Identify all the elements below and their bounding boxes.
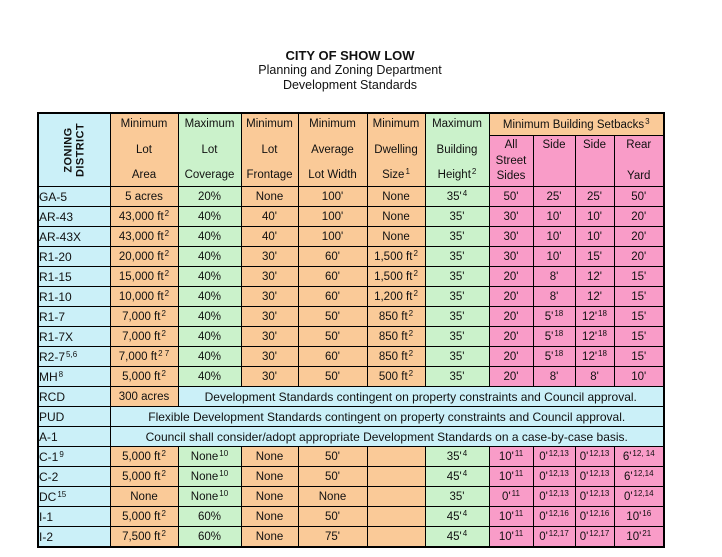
district-label: I-2 <box>38 527 110 548</box>
min-lot-frontage: 40' <box>241 227 298 247</box>
footnote-superscript: 4 <box>462 468 468 478</box>
district-label: R1-20 <box>38 247 110 267</box>
setback-side-1: $5'^{18}$ <box>533 307 575 327</box>
min-avg-lot-width: 60' <box>298 347 367 367</box>
setback-rear-yard: 15' <box>614 327 664 347</box>
footnote-superscript: 2 <box>164 268 170 278</box>
row-c-2 <box>38 467 664 487</box>
min-lot-frontage: 40' <box>241 207 298 227</box>
max-lot-coverage: 40% <box>178 327 241 347</box>
setback-side-2: 10' <box>575 207 614 227</box>
footnote-superscript: 18 <box>554 308 564 318</box>
header-min-lot-frontage <box>241 113 298 187</box>
max-lot-coverage: 40% <box>178 227 241 247</box>
header-line: Minimum <box>120 118 168 130</box>
min-lot-area: None <box>110 487 178 507</box>
row-r1-10 <box>38 287 664 307</box>
setback-side-2: 10' <box>575 227 614 247</box>
footnote-superscript: 12,13 <box>548 448 569 458</box>
merged-note: Council shall consider/adopt appropriate Development Standards on a case-by-case basis. <box>110 427 664 447</box>
setback-side-2: 8' <box>575 367 614 387</box>
max-building-height: 35' <box>425 207 489 227</box>
header-line: Lot Width <box>308 169 357 181</box>
district-label: R1-7 <box>38 307 110 327</box>
page-subtitle-standards: Development Standards <box>282 78 418 92</box>
footnote-superscript: 11 <box>511 488 520 498</box>
header-line: Coverage <box>184 169 235 181</box>
setback-side-1: $0'^{12,17}$ <box>533 527 575 548</box>
row-ga-5 <box>38 187 664 207</box>
header-line: Dwelling <box>374 143 418 156</box>
setback-all-street-sides: $10'^{11}$ <box>489 527 533 548</box>
min-dwelling-size <box>367 527 425 548</box>
max-building-height: $45'^4$ <box>425 507 489 527</box>
footnote-superscript: 18 <box>554 348 564 358</box>
district-label: I-1 <box>38 507 110 527</box>
setback-side-2: $0'^{12,13}$ <box>575 447 614 467</box>
header-line: All <box>504 139 518 152</box>
min-dwelling-size: 850 $ft^2$ <box>367 307 425 327</box>
header-setback-side-1 <box>533 136 575 187</box>
district-label: A-1 <box>38 427 110 447</box>
min-lot-area: 5 acres <box>110 187 178 207</box>
district-label: RCD <box>38 387 110 407</box>
min-dwelling-size: 1,500 $ft^2$ <box>367 267 425 287</box>
min-lot-area: 10,000 $ft^2$ <box>110 287 178 307</box>
min-lot-area: 5,000 $ft^2$ <box>110 367 178 387</box>
min-lot-area: 43,000 $ft^2$ <box>110 227 178 247</box>
setback-rear-yard: $6'^{12, 14}$ <box>614 447 664 467</box>
setback-rear-yard: $0'^{12,14}$ <box>614 487 664 507</box>
max-building-height: 35' <box>425 267 489 287</box>
min-lot-area: 15,000 $ft^2$ <box>110 267 178 287</box>
merged-note: Flexible Development Standards contingent on property constraints and Council approval. <box>110 407 664 427</box>
setback-side-2: $12'^{18}$ <box>575 347 614 367</box>
development-standards-table <box>37 112 665 548</box>
setback-side-1: 25' <box>533 187 575 207</box>
max-building-height: 35' <box>425 487 489 507</box>
footnote-superscript: 4 <box>462 448 468 458</box>
header-line: Area <box>131 169 157 181</box>
header-line: Average <box>311 143 354 156</box>
min-avg-lot-width: 50' <box>298 447 367 467</box>
page-subtitle-department: Planning and Zoning Department <box>258 63 442 77</box>
setback-side-1: 8' <box>533 267 575 287</box>
district-label: DC$^{15}$ <box>38 487 110 507</box>
min-avg-lot-width: 100' <box>298 187 367 207</box>
min-lot-area: 5,000 $ft^2$ <box>110 507 178 527</box>
footnote-superscript: 11 <box>514 528 524 538</box>
setback-all-street-sides: 50' <box>489 187 533 207</box>
footnote-superscript: 3 <box>645 116 650 126</box>
footnote-superscript: 18 <box>598 348 607 358</box>
max-lot-coverage: 40% <box>178 347 241 367</box>
row-r1-20 <box>38 247 664 267</box>
footnote-superscript: 10 <box>219 488 229 498</box>
title-block <box>37 0 663 93</box>
setback-rear-yard: 50' <box>614 187 664 207</box>
header-line: Side <box>542 139 566 152</box>
header-setback-all-street-sides <box>489 136 533 187</box>
setback-side-2: $0'^{12,16}$ <box>575 507 614 527</box>
footnote-superscript: 2 <box>161 328 166 338</box>
max-building-height: 35' <box>425 227 489 247</box>
footnote-superscript: 12,14 <box>633 488 654 498</box>
min-avg-lot-width: 50' <box>298 467 367 487</box>
footnote-superscript: 2 <box>161 528 166 538</box>
row-i-1 <box>38 507 664 527</box>
zoning-district-vertical-label: ZONING DISTRICT <box>62 123 87 177</box>
max-lot-coverage: 40% <box>178 207 241 227</box>
row-r1-7x <box>38 327 664 347</box>
zoning-district-header <box>38 113 110 187</box>
header-setbacks-group: Minimum Building Setbacks$^3$ <box>489 113 664 136</box>
min-dwelling-size: None <box>367 227 425 247</box>
footnote-superscript: 2 <box>164 228 170 238</box>
setback-side-1: 10' <box>533 207 575 227</box>
footnote-superscript: 2 <box>161 448 166 458</box>
min-lot-frontage: 30' <box>241 267 298 287</box>
min-avg-lot-width: 50' <box>298 367 367 387</box>
footnote-superscript: 12,17 <box>589 528 610 538</box>
footnote-superscript: 12,16 <box>589 508 610 518</box>
max-building-height: 35' <box>425 247 489 267</box>
header-line: Minimum <box>372 118 420 130</box>
district-label: R1-7X <box>38 327 110 347</box>
max-building-height: 35' <box>425 347 489 367</box>
footnote-superscript: 21 <box>642 528 652 538</box>
min-lot-area: 5,000 $ft^2$ <box>110 447 178 467</box>
footnote-superscript: 2 <box>161 368 166 378</box>
setback-rear-yard: 15' <box>614 267 664 287</box>
min-lot-frontage: 30' <box>241 287 298 307</box>
min-lot-area: 300 acres <box>110 387 178 407</box>
district-label: R1-15 <box>38 267 110 287</box>
row-ar-43x <box>38 227 664 247</box>
min-avg-lot-width: 100' <box>298 207 367 227</box>
min-avg-lot-width: 50' <box>298 507 367 527</box>
table-body <box>38 187 664 548</box>
min-dwelling-size: 850 $ft^2$ <box>367 347 425 367</box>
min-lot-area: 7,500 $ft^2$ <box>110 527 178 548</box>
max-building-height: $45'^4$ <box>425 527 489 548</box>
row-r1-7 <box>38 307 664 327</box>
footnote-superscript: 12,13 <box>548 468 569 478</box>
merged-note: Development Standards contingent on property constraints and Council approval. <box>178 387 664 407</box>
footnote-superscript: 10 <box>219 448 229 458</box>
footnote-superscript: 2 <box>164 288 170 298</box>
footnote-superscript: 11 <box>514 448 524 458</box>
setback-side-1: 10' <box>533 247 575 267</box>
min-lot-frontage: 30' <box>241 307 298 327</box>
min-dwelling-size: 1,500 $ft^2$ <box>367 247 425 267</box>
header-line: Maximum <box>184 118 235 130</box>
row-rcd <box>38 387 664 407</box>
max-lot-coverage: 40% <box>178 287 241 307</box>
setback-all-street-sides: 20' <box>489 307 533 327</box>
setback-all-street-sides: $0'^{11}$ <box>489 487 533 507</box>
max-building-height: $35'^4$ <box>425 447 489 467</box>
header-line: Building <box>436 143 478 156</box>
footnote-superscript: 2 <box>161 508 166 518</box>
footnote-superscript: 4 <box>462 508 468 518</box>
min-dwelling-size <box>367 507 425 527</box>
min-avg-lot-width: 75' <box>298 527 367 548</box>
setback-side-1: 8' <box>533 287 575 307</box>
min-lot-frontage: 30' <box>241 347 298 367</box>
footnote-superscript: 11 <box>514 468 524 478</box>
setback-side-2: 15' <box>575 247 614 267</box>
footnote-superscript: 4 <box>462 188 468 198</box>
min-dwelling-size <box>367 467 425 487</box>
row-i-2 <box>38 527 664 548</box>
max-building-height: 35' <box>425 287 489 307</box>
min-lot-frontage: None <box>241 487 298 507</box>
min-dwelling-size: 850 $ft^2$ <box>367 327 425 347</box>
max-lot-coverage: None$^{10}$ <box>178 487 241 507</box>
max-building-height: 35' <box>425 367 489 387</box>
setback-side-2: $0'^{12,17}$ <box>575 527 614 548</box>
row-r1-15 <box>38 267 664 287</box>
setback-rear-yard: $6'^{12,14}$ <box>614 467 664 487</box>
footnote-superscript: 2 <box>164 208 170 218</box>
footnote-superscript: 1 <box>405 167 410 176</box>
footnote-superscript: 2 <box>413 268 418 278</box>
header-setback-side-2 <box>575 136 614 187</box>
footnote-superscript: 2 <box>161 308 166 318</box>
max-building-height: 35' <box>425 307 489 327</box>
district-label: $C-1^9$ <box>38 447 110 467</box>
min-dwelling-size: None <box>367 187 425 207</box>
row-r2-7 <box>38 347 664 367</box>
footnote-superscript: 2 <box>413 248 418 258</box>
footnote-superscript: 2 <box>408 368 414 378</box>
footnote-superscript: 2 7 <box>158 348 170 358</box>
setback-rear-yard: $10'^{21}$ <box>614 527 664 548</box>
setback-side-2: $12'^{18}$ <box>575 307 614 327</box>
setback-all-street-sides: 30' <box>489 207 533 227</box>
footnote-superscript: 18 <box>598 308 607 318</box>
setback-all-street-sides: $10'^{11}$ <box>489 467 533 487</box>
footnote-superscript: 12, 14 <box>632 448 655 458</box>
header-line: Side <box>582 139 607 152</box>
district-label: $MH^8$ <box>38 367 110 387</box>
header-setback-rear-yard <box>614 136 664 187</box>
min-avg-lot-width: 60' <box>298 287 367 307</box>
row-ar-43 <box>38 207 664 227</box>
district-label: R1-10 <box>38 287 110 307</box>
min-lot-area: 7,000 $ft^{2 7}$ <box>110 347 178 367</box>
header-line: Street <box>495 154 527 167</box>
setback-all-street-sides: 20' <box>489 367 533 387</box>
header-line: Minimum <box>309 118 356 130</box>
min-lot-area: 7,000 $ft^2$ <box>110 327 178 347</box>
min-dwelling-size: None <box>367 207 425 227</box>
setback-all-street-sides: $10'^{11}$ <box>489 507 533 527</box>
footnote-superscript: 5,6 <box>66 349 78 359</box>
max-lot-coverage: 40% <box>178 307 241 327</box>
row-c-1 <box>38 447 664 467</box>
header-max-lot-coverage <box>178 113 241 187</box>
row-a-1 <box>38 427 664 447</box>
setback-rear-yard: 15' <box>614 347 664 367</box>
header-line: Minimum <box>246 118 293 130</box>
min-dwelling-size: 500 $ft^2$ <box>367 367 425 387</box>
min-lot-frontage: 30' <box>241 247 298 267</box>
setback-rear-yard: 10' <box>614 367 664 387</box>
setback-side-1: $0'^{12,13}$ <box>533 467 575 487</box>
row-mh <box>38 367 664 387</box>
setback-side-1: $5'^{18}$ <box>533 347 575 367</box>
footnote-superscript: 11 <box>514 508 524 518</box>
setback-rear-yard: 20' <box>614 247 664 267</box>
setback-all-street-sides: 30' <box>489 227 533 247</box>
setback-rear-yard: 15' <box>614 287 664 307</box>
header-line: Sides <box>496 170 526 183</box>
min-avg-lot-width: 50' <box>298 327 367 347</box>
setback-side-1: 8' <box>533 367 575 387</box>
min-lot-area: 43,000 $ft^2$ <box>110 207 178 227</box>
row-dc <box>38 487 664 507</box>
setback-side-2: $0'^{12,13}$ <box>575 467 614 487</box>
footnote-superscript: 4 <box>462 528 468 538</box>
setback-all-street-sides: 20' <box>489 347 533 367</box>
header-min-avg-lot-width <box>298 113 367 187</box>
min-lot-area: 5,000 $ft^2$ <box>110 467 178 487</box>
footnote-superscript: 12,13 <box>548 488 569 498</box>
max-lot-coverage: 40% <box>178 367 241 387</box>
setback-all-street-sides: $10'^{11}$ <box>489 447 533 467</box>
setback-rear-yard: $10'^{16}$ <box>614 507 664 527</box>
min-dwelling-size <box>367 447 425 467</box>
footnote-superscript: 12,17 <box>548 528 569 538</box>
setback-rear-yard: 15' <box>614 307 664 327</box>
footnote-superscript: 12,13 <box>589 468 610 478</box>
header-line: Lot <box>136 143 152 156</box>
setback-side-2: 12' <box>575 267 614 287</box>
setback-rear-yard: 20' <box>614 227 664 247</box>
max-building-height: $35'^4$ <box>425 187 489 207</box>
min-lot-frontage: None <box>241 507 298 527</box>
header-line: Rear <box>626 139 652 152</box>
max-building-height: $45'^4$ <box>425 467 489 487</box>
min-avg-lot-width: None <box>298 487 367 507</box>
setback-side-1: $0'^{12,16}$ <box>533 507 575 527</box>
max-lot-coverage: 40% <box>178 267 241 287</box>
footnote-superscript: 2 <box>471 167 477 176</box>
setback-all-street-sides: 30' <box>489 247 533 267</box>
footnote-superscript: 2 <box>408 348 414 358</box>
header-min-lot-area <box>110 113 178 187</box>
max-lot-coverage: 60% <box>178 507 241 527</box>
footnote-superscript: 18 <box>554 328 564 338</box>
header-line: Maximum <box>432 118 482 130</box>
setback-side-2: 25' <box>575 187 614 207</box>
header-line: Height$^2$ <box>437 167 477 181</box>
min-dwelling-size <box>367 487 425 507</box>
max-lot-coverage: 40% <box>178 247 241 267</box>
footnote-superscript: 10 <box>219 468 229 478</box>
min-avg-lot-width: 100' <box>298 227 367 247</box>
max-building-height: 35' <box>425 327 489 347</box>
min-lot-area: 20,000 $ft^2$ <box>110 247 178 267</box>
min-lot-frontage: None <box>241 527 298 548</box>
footnote-superscript: 8 <box>58 369 64 379</box>
table-header <box>38 113 664 187</box>
district-label: C-2 <box>38 467 110 487</box>
district-label: PUD <box>38 407 110 427</box>
max-lot-coverage: 60% <box>178 527 241 548</box>
setback-all-street-sides: 20' <box>489 267 533 287</box>
footnote-superscript: 12,13 <box>589 448 610 458</box>
footnote-superscript: 2 <box>164 248 170 258</box>
footnote-superscript: 18 <box>598 328 607 338</box>
min-avg-lot-width: 50' <box>298 307 367 327</box>
min-lot-frontage: None <box>241 187 298 207</box>
district-label: R2-7$^{5,6}$ <box>38 347 110 367</box>
min-lot-frontage: None <box>241 467 298 487</box>
setback-side-2: $12'^{18}$ <box>575 327 614 347</box>
district-label: AR-43 <box>38 207 110 227</box>
header-max-building-height <box>425 113 489 187</box>
min-lot-frontage: 30' <box>241 327 298 347</box>
header-line: Lot <box>201 143 218 156</box>
footnote-superscript: 12,14 <box>633 468 654 478</box>
max-lot-coverage: None$^{10}$ <box>178 447 241 467</box>
footnote-superscript: 2 <box>413 288 418 298</box>
page-title: CITY OF SHOW LOW <box>285 48 415 63</box>
footnote-superscript: 12,16 <box>548 508 569 518</box>
header-line: Lot <box>261 143 278 156</box>
setback-rear-yard: 20' <box>614 207 664 227</box>
setback-side-2: $0'^{12,13}$ <box>575 487 614 507</box>
header-row-top <box>38 113 664 136</box>
footnote-superscript: 12,13 <box>589 488 610 498</box>
min-avg-lot-width: 60' <box>298 267 367 287</box>
footnote-superscript: 16 <box>642 508 652 518</box>
setback-all-street-sides: 20' <box>489 287 533 307</box>
footnote-superscript: 9 <box>59 449 64 459</box>
header-line: Size$^1$ <box>382 167 410 181</box>
setback-side-1: $0'^{12,13}$ <box>533 487 575 507</box>
setback-all-street-sides: 20' <box>489 327 533 347</box>
header-line: Yard <box>627 170 651 183</box>
setback-side-2: 12' <box>575 287 614 307</box>
max-lot-coverage: None$^{10}$ <box>178 467 241 487</box>
max-lot-coverage: 20% <box>178 187 241 207</box>
district-label: GA-5 <box>38 187 110 207</box>
header-min-dwelling-size <box>367 113 425 187</box>
footnote-superscript: 15 <box>57 489 67 499</box>
min-lot-area: 7,000 $ft^2$ <box>110 307 178 327</box>
footnote-superscript: 2 <box>161 468 166 478</box>
setback-side-1: 10' <box>533 227 575 247</box>
min-dwelling-size: 1,200 $ft^2$ <box>367 287 425 307</box>
header-line: Frontage <box>246 169 293 181</box>
setback-side-1: $0'^{12,13}$ <box>533 447 575 467</box>
district-label: AR-43X <box>38 227 110 247</box>
min-avg-lot-width: 60' <box>298 247 367 267</box>
setback-side-1: $5'^{18}$ <box>533 327 575 347</box>
min-lot-frontage: None <box>241 447 298 467</box>
row-pud <box>38 407 664 427</box>
footnote-superscript: 2 <box>408 308 414 318</box>
footnote-superscript: 2 <box>408 328 414 338</box>
min-lot-frontage: 30' <box>241 367 298 387</box>
